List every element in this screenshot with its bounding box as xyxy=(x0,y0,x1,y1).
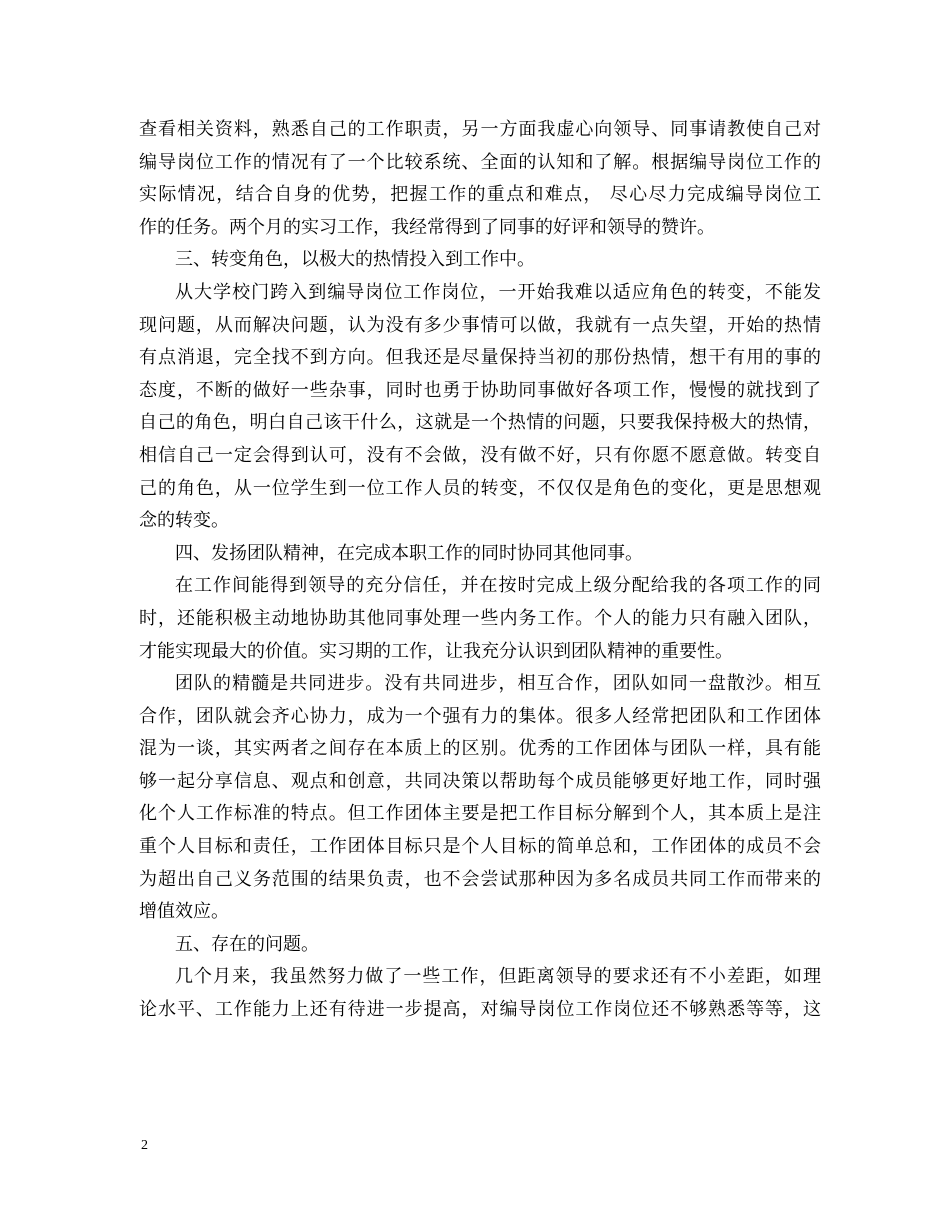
paragraph-line: 编导岗位工作的情况有了一个比较系统、全面的认知和了解。根据编导岗位工作的 xyxy=(139,151,821,173)
paragraph-line: 混为一谈，其实两者之间存在本质上的区别。优秀的工作团体与团队一样，具有能 xyxy=(139,738,821,760)
section-heading: 四、发扬团队精神，在完成本职工作的同时协同其他同事。 xyxy=(175,542,643,564)
section-heading: 三、转变角色，以极大的热情投入到工作中。 xyxy=(175,249,535,271)
paragraph-line: 为超出自己义务范围的结果负责，也不会尝试那种因为多名成员共同工作而带来的 xyxy=(139,868,821,890)
paragraph-line: 在工作间能得到领导的充分信任，并在按时完成上级分配给我的各项工作的同 xyxy=(175,575,821,597)
paragraph-line: 自己的角色，明白自己该干什么，这就是一个热情的问题，只要我保持极大的热情， xyxy=(139,412,821,434)
paragraph-line: 念的转变。 xyxy=(139,510,229,532)
body-text xyxy=(139,114,821,1027)
paragraph-line: 态度，不断的做好一些杂事，同时也勇于协助同事做好各项工作，慢慢的就找到了 xyxy=(139,379,821,401)
paragraph-line: 实际情况，结合自身的优势，把握工作的重点和难点， 尽心尽力完成编导岗位工 xyxy=(139,184,821,206)
paragraph-line: 增值效应。 xyxy=(139,901,229,923)
paragraph-line: 作的任务。两个月的实习工作，我经常得到了同事的好评和领导的赞许。 xyxy=(139,216,715,238)
paragraph-line: 合作，团队就会齐心协力，成为一个强有力的集体。很多人经常把团队和工作团体 xyxy=(139,705,821,727)
paragraph-line: 现问题，从而解决问题，认为没有多少事情可以做，我就有一点失望，开始的热情 xyxy=(139,314,821,336)
paragraph-line: 重个人目标和责任，工作团体目标只是个人目标的简单总和，工作团体的成员不会 xyxy=(139,836,821,858)
paragraph-line: 够一起分享信息、观点和创意，共同决策以帮助每个成员能够更好地工作，同时强 xyxy=(139,770,821,792)
paragraph-line: 化个人工作标准的特点。但工作团体主要是把工作目标分解到个人，其本质上是注 xyxy=(139,803,821,825)
paragraph-line: 几个月来，我虽然努力做了一些工作，但距离领导的要求还有不小差距，如理 xyxy=(175,966,821,988)
paragraph-line: 相信自己一定会得到认可，没有不会做，没有做不好，只有你愿不愿意做。转变自 xyxy=(139,444,821,466)
page-number: 2 xyxy=(141,1138,148,1153)
paragraph-line: 才能实现最大的价值。实习期的工作，让我充分认识到团队精神的重要性。 xyxy=(139,640,733,662)
paragraph-line: 己的角色，从一位学生到一位工作人员的转变，不仅仅是角色的变化，更是思想观 xyxy=(139,477,821,499)
paragraph-line: 从大学校门跨入到编导岗位工作岗位，一开始我难以适应角色的转变，不能发 xyxy=(175,281,821,303)
paragraph-line: 时，还能积极主动地协助其他同事处理一些内务工作。个人的能力只有融入团队， xyxy=(139,607,821,629)
section-heading: 五、存在的问题。 xyxy=(175,933,319,955)
paragraph-line: 团队的精髓是共同进步。没有共同进步，相互合作，团队如同一盘散沙。相互 xyxy=(175,673,821,695)
paragraph-line: 查看相关资料，熟悉自己的工作职责，另一方面我虚心向领导、同事请教使自己对 xyxy=(139,119,821,140)
paragraph-line: 有点消退，完全找不到方向。但我还是尽量保持当初的那份热情，想干有用的事的 xyxy=(139,347,821,369)
paragraph-line: 论水平、工作能力上还有待进一步提高，对编导岗位工作岗位还不够熟悉等等，这 xyxy=(139,999,821,1021)
